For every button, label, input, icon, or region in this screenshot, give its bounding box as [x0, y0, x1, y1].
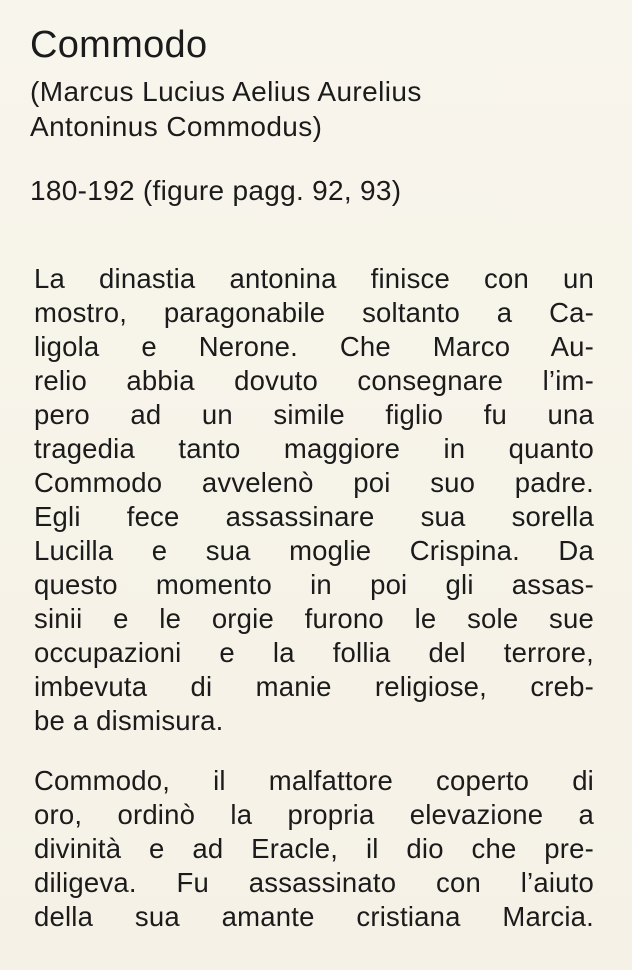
- text-line: be a dismisura.: [34, 705, 224, 736]
- text-line: oro, ordinò la propria elevazione a: [34, 799, 594, 830]
- reign-dates: 180-192 (figure pagg. 92, 93): [30, 175, 402, 206]
- text-line: della sua amante cristiana Marcia.: [34, 901, 594, 932]
- paragraph-2: [34, 764, 594, 934]
- text-line: divinità e ad Eracle, il dio che pre-: [34, 833, 594, 864]
- text-line: La dinastia antonina finisce con un: [34, 263, 594, 294]
- text-line: ligola e Nerone. Che Marco Au-: [34, 331, 594, 362]
- text-line: diligeva. Fu assassinato con l’aiuto: [34, 867, 594, 898]
- text-line: Lucilla e sua moglie Crispina. Da: [34, 535, 594, 566]
- page-title: Commodo: [30, 24, 208, 66]
- text-line: pero ad un simile figlio fu una: [34, 399, 594, 430]
- full-latin-name: [30, 74, 422, 144]
- text-line: Commodo avvelenò poi suo padre.: [34, 467, 594, 498]
- text-line: questo momento in poi gli assas-: [34, 569, 594, 600]
- text-line: relio abbia dovuto consegnare l’im-: [34, 365, 594, 396]
- text-line: imbevuta di manie religiose, creb-: [34, 671, 594, 702]
- full-name-line: (Marcus Lucius Aelius Aurelius: [30, 76, 422, 107]
- text-line: sinii e le orgie furono le sole sue: [34, 603, 594, 634]
- text-line: tragedia tanto maggiore in quanto: [34, 433, 594, 464]
- paragraph-1: [34, 262, 594, 738]
- full-name-line: Antoninus Commodus): [30, 111, 323, 142]
- text-line: Commodo, il malfattore coperto di: [34, 765, 594, 796]
- text-line: Egli fece assassinare sua sorella: [34, 501, 594, 532]
- text-line: mostro, paragonabile soltanto a Ca-: [34, 297, 594, 328]
- text-line: occupazioni e la follia del terrore,: [34, 637, 594, 668]
